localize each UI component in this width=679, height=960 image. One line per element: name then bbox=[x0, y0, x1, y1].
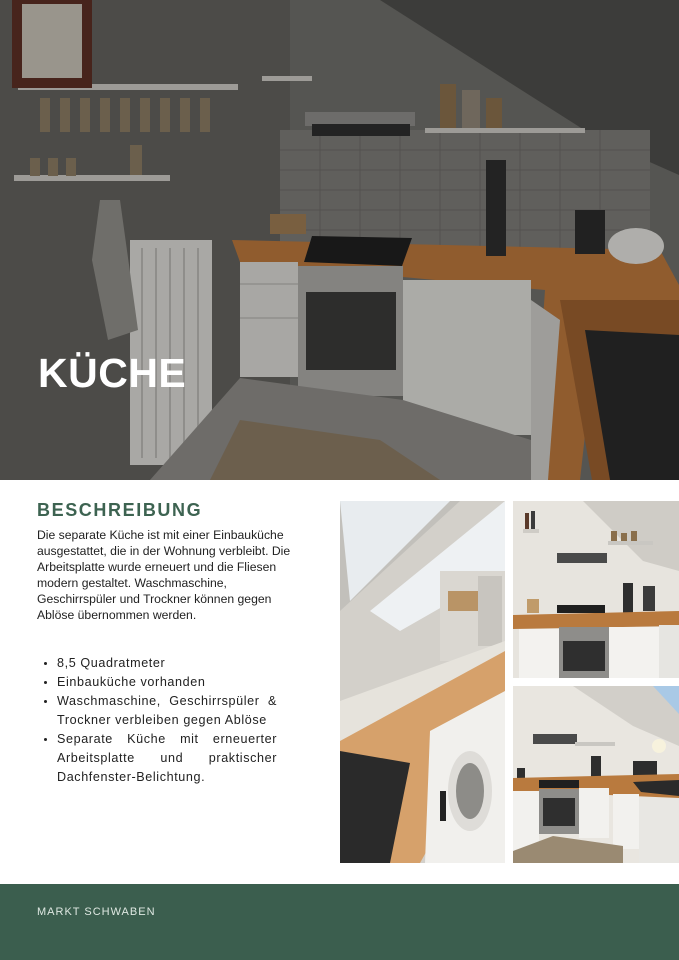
footer-bar bbox=[0, 884, 679, 960]
feature-item: • Waschmaschine, Geschirrspüler & Trockner verbleiben gegen Ablöse bbox=[57, 692, 277, 730]
worktop-photo bbox=[340, 501, 505, 863]
kitchen-overview-photo bbox=[513, 501, 679, 678]
page-title: KÜCHE bbox=[38, 350, 187, 396]
feature-item: • Einbauküche vorhanden bbox=[57, 673, 277, 692]
feature-item: • 8,5 Quadratmeter bbox=[57, 654, 277, 673]
kitchen-overview-illustration bbox=[513, 501, 679, 678]
description-text: Die separate Küche ist mit einer Einbauküche ausgestattet, die in der Wohnung verbleibt. Die Arbeitsplatte wurde erneuert und die Fliesen modern gestaltet. Waschmaschine, Geschirrspüler und Trockner können gegen Ablöse übernommen werden. bbox=[37, 528, 291, 622]
kitchen-corner-illustration bbox=[513, 686, 679, 863]
footer-location: MARKT SCHWABEN bbox=[37, 906, 156, 918]
feature-list bbox=[42, 654, 277, 787]
worktop-illustration bbox=[340, 501, 505, 863]
feature-item: • Separate Küche mit erneuerter Arbeitsplatte und praktischer Dachfenster-Belichtung. bbox=[57, 730, 277, 787]
kitchen-corner-photo bbox=[513, 686, 679, 863]
section-heading: BESCHREIBUNG bbox=[37, 500, 203, 520]
